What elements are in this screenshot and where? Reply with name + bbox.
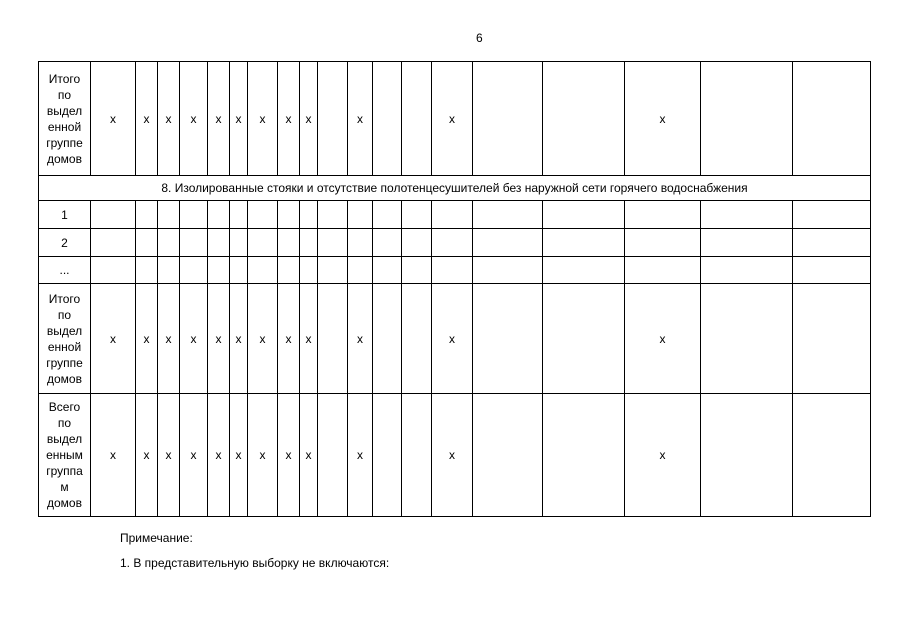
empty-cell <box>278 229 300 257</box>
empty-cell <box>248 229 278 257</box>
x-mark-cell: х <box>208 284 230 394</box>
empty-cell <box>402 284 432 394</box>
row-label: Итого по выдел енной группе домов <box>39 284 91 394</box>
table-row <box>39 229 871 257</box>
empty-cell <box>230 229 248 257</box>
empty-cell <box>473 62 543 176</box>
empty-cell <box>158 229 180 257</box>
empty-cell <box>318 62 348 176</box>
row-label: ... <box>39 257 91 284</box>
empty-cell <box>543 201 625 229</box>
empty-cell <box>402 229 432 257</box>
table-row <box>39 62 871 176</box>
empty-cell <box>625 201 701 229</box>
page-number: 6 <box>476 31 483 45</box>
x-mark-cell: х <box>248 394 278 517</box>
empty-cell <box>278 201 300 229</box>
empty-cell <box>432 257 473 284</box>
empty-cell <box>348 201 373 229</box>
row-label: 2 <box>39 229 91 257</box>
x-mark-cell: х <box>136 62 158 176</box>
empty-cell <box>473 201 543 229</box>
empty-cell <box>543 394 625 517</box>
note-item-1: 1. В представительную выборку не включаются: <box>120 556 390 570</box>
empty-cell <box>136 201 158 229</box>
empty-cell <box>136 229 158 257</box>
empty-cell <box>793 229 871 257</box>
empty-cell <box>543 229 625 257</box>
x-mark-cell: х <box>625 394 701 517</box>
empty-cell <box>473 284 543 394</box>
empty-cell <box>701 62 793 176</box>
empty-cell <box>318 229 348 257</box>
empty-cell <box>180 257 208 284</box>
x-mark-cell: х <box>625 284 701 394</box>
table-row <box>39 257 871 284</box>
x-mark-cell: х <box>91 284 136 394</box>
x-mark-cell: х <box>432 284 473 394</box>
empty-cell <box>158 201 180 229</box>
x-mark-cell: х <box>158 284 180 394</box>
empty-cell <box>300 201 318 229</box>
empty-cell <box>248 201 278 229</box>
empty-cell <box>402 394 432 517</box>
table-row <box>39 284 871 394</box>
empty-cell <box>543 62 625 176</box>
x-mark-cell: х <box>348 394 373 517</box>
empty-cell <box>701 257 793 284</box>
empty-cell <box>208 257 230 284</box>
empty-cell <box>158 257 180 284</box>
empty-cell <box>230 257 248 284</box>
empty-cell <box>300 229 318 257</box>
empty-cell <box>793 284 871 394</box>
x-mark-cell: х <box>230 284 248 394</box>
empty-cell <box>373 257 402 284</box>
empty-cell <box>793 257 871 284</box>
empty-cell <box>180 229 208 257</box>
table-row <box>39 201 871 229</box>
empty-cell <box>543 257 625 284</box>
x-mark-cell: х <box>248 284 278 394</box>
empty-cell <box>473 394 543 517</box>
x-mark-cell: х <box>180 394 208 517</box>
empty-cell <box>625 229 701 257</box>
empty-cell <box>402 257 432 284</box>
note-title: Примечание: <box>120 531 193 545</box>
x-mark-cell: х <box>180 62 208 176</box>
empty-cell <box>248 257 278 284</box>
x-mark-cell: х <box>91 62 136 176</box>
row-label: Итого по выдел енной группе домов <box>39 62 91 176</box>
x-mark-cell: х <box>300 62 318 176</box>
empty-cell <box>543 284 625 394</box>
empty-cell <box>473 229 543 257</box>
x-mark-cell: х <box>136 394 158 517</box>
x-mark-cell: х <box>230 62 248 176</box>
empty-cell <box>701 201 793 229</box>
empty-cell <box>91 257 136 284</box>
empty-cell <box>701 394 793 517</box>
x-mark-cell: х <box>230 394 248 517</box>
table-row <box>39 176 871 201</box>
empty-cell <box>348 257 373 284</box>
x-mark-cell: х <box>300 284 318 394</box>
empty-cell <box>348 229 373 257</box>
empty-cell <box>402 62 432 176</box>
empty-cell <box>432 201 473 229</box>
row-label: 1 <box>39 201 91 229</box>
empty-cell <box>300 257 318 284</box>
empty-cell <box>91 229 136 257</box>
empty-cell <box>278 257 300 284</box>
empty-cell <box>701 284 793 394</box>
empty-cell <box>318 257 348 284</box>
table-row <box>39 394 871 517</box>
empty-cell <box>180 201 208 229</box>
empty-cell <box>701 229 793 257</box>
empty-cell <box>208 201 230 229</box>
empty-cell <box>373 62 402 176</box>
empty-cell <box>793 394 871 517</box>
empty-cell <box>208 229 230 257</box>
empty-cell <box>373 394 402 517</box>
x-mark-cell: х <box>278 284 300 394</box>
x-mark-cell: х <box>158 394 180 517</box>
empty-cell <box>373 229 402 257</box>
x-mark-cell: х <box>180 284 208 394</box>
empty-cell <box>230 201 248 229</box>
empty-cell <box>793 62 871 176</box>
empty-cell <box>136 257 158 284</box>
x-mark-cell: х <box>208 394 230 517</box>
empty-cell <box>373 284 402 394</box>
x-mark-cell: х <box>300 394 318 517</box>
x-mark-cell: х <box>248 62 278 176</box>
empty-cell <box>318 284 348 394</box>
empty-cell <box>793 201 871 229</box>
empty-cell <box>432 229 473 257</box>
empty-cell <box>373 201 402 229</box>
empty-cell <box>473 257 543 284</box>
x-mark-cell: х <box>625 62 701 176</box>
row-label: Всего по выдел енным группа м домов <box>39 394 91 517</box>
x-mark-cell: х <box>278 394 300 517</box>
x-mark-cell: х <box>432 62 473 176</box>
section-heading: 8. Изолированные стояки и отсутствие полотенцесушителей без наружной сети горячего водоснабжения <box>39 176 871 201</box>
x-mark-cell: х <box>278 62 300 176</box>
x-mark-cell: х <box>348 284 373 394</box>
empty-cell <box>318 201 348 229</box>
x-mark-cell: х <box>208 62 230 176</box>
x-mark-cell: х <box>432 394 473 517</box>
x-mark-cell: х <box>91 394 136 517</box>
empty-cell <box>625 257 701 284</box>
empty-cell <box>402 201 432 229</box>
empty-cell <box>318 394 348 517</box>
summary-table <box>38 61 871 517</box>
x-mark-cell: х <box>136 284 158 394</box>
x-mark-cell: х <box>348 62 373 176</box>
x-mark-cell: х <box>158 62 180 176</box>
empty-cell <box>91 201 136 229</box>
